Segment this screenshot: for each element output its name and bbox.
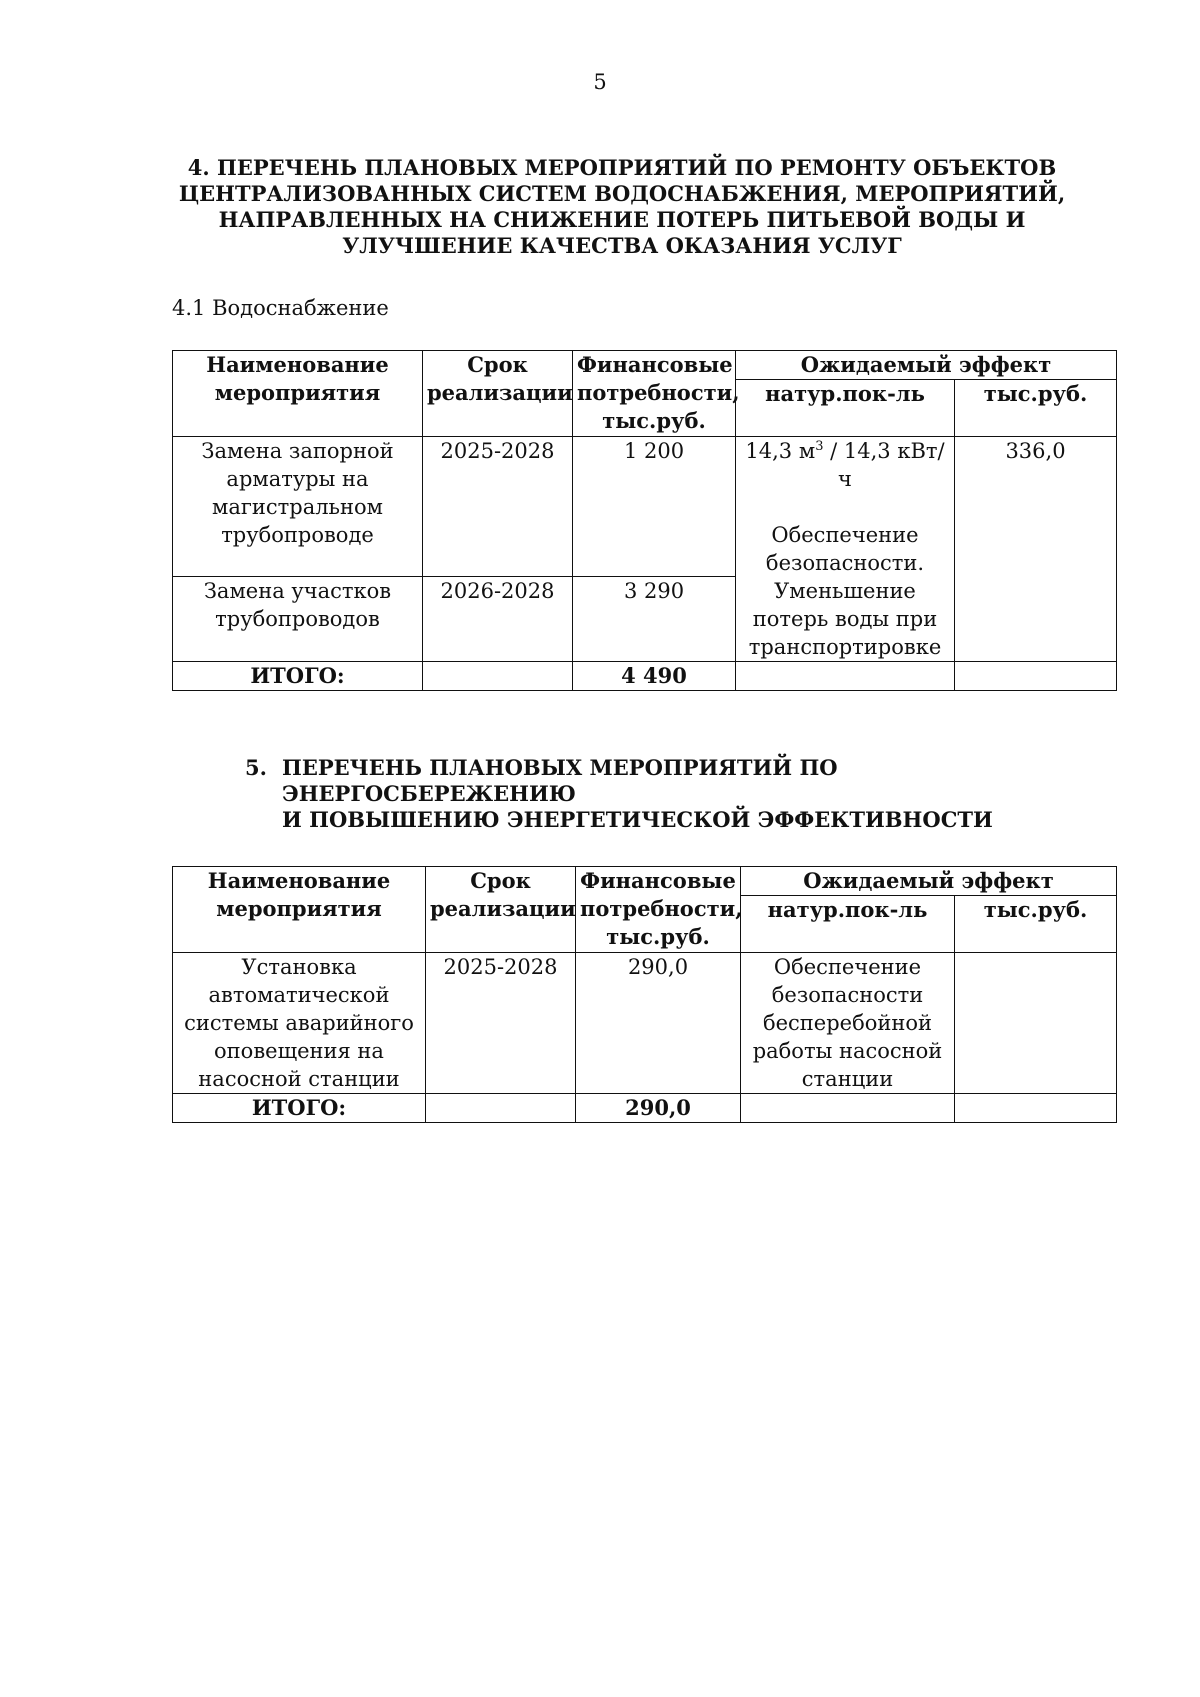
row-name-line: оповещения на bbox=[214, 1039, 384, 1063]
row-finance: 290,0 bbox=[576, 953, 741, 1094]
section-5-title-line: И ПОВЫШЕНИЮ ЭНЕРГЕТИЧЕСКОЙ ЭФФЕКТИВНОСТИ bbox=[282, 807, 993, 832]
section-5-number: 5. bbox=[245, 755, 267, 780]
header-name-line: мероприятия bbox=[214, 380, 381, 405]
header-finance bbox=[576, 867, 741, 953]
section-4-title-line: УЛУЧШЕНИЕ КАЧЕСТВА ОКАЗАНИЯ УСЛУГ bbox=[342, 233, 902, 258]
row-term: 2026-2028 bbox=[423, 577, 573, 662]
row-name-line: Замена запорной bbox=[201, 439, 394, 463]
row-effect-rub bbox=[955, 953, 1117, 1094]
row-name-line: системы аварийного bbox=[184, 1011, 414, 1035]
total-term bbox=[423, 662, 573, 691]
effect-metric-prefix: 14,3 м bbox=[745, 439, 816, 463]
effect-metric-sup: 3 bbox=[815, 439, 824, 454]
effect-text-line: станции bbox=[801, 1067, 894, 1091]
header-finance-line: тыс.руб. bbox=[606, 924, 710, 949]
header-natural: натур.пок-ль bbox=[736, 380, 955, 437]
total-term bbox=[426, 1094, 576, 1123]
effect-text-line: безопасности bbox=[771, 983, 924, 1007]
header-term bbox=[426, 867, 576, 953]
row-name-line: арматуры на bbox=[226, 467, 369, 491]
row-name bbox=[173, 577, 423, 662]
effect-text-line: потерь воды при bbox=[752, 607, 938, 631]
total-natural bbox=[741, 1094, 955, 1123]
section-4-title bbox=[172, 155, 1072, 259]
row-name bbox=[173, 953, 426, 1094]
row-effect-natural bbox=[736, 437, 955, 662]
row-name bbox=[173, 437, 423, 577]
total-natural bbox=[736, 662, 955, 691]
header-finance-line: тыс.руб. bbox=[602, 408, 706, 433]
water-supply-table bbox=[172, 350, 1117, 691]
row-name-line: насосной станции bbox=[198, 1067, 400, 1091]
row-name-line: трубопроводов bbox=[215, 607, 380, 631]
section-4-title-line: 4. ПЕРЕЧЕНЬ ПЛАНОВЫХ МЕРОПРИЯТИЙ ПО РЕМОНТУ ОБЪЕКТОВ bbox=[187, 155, 1057, 180]
row-term: 2025-2028 bbox=[423, 437, 573, 577]
effect-text-line: бесперебойной bbox=[762, 1011, 933, 1035]
header-finance bbox=[573, 351, 740, 437]
row-name-line: автоматической bbox=[208, 983, 390, 1007]
header-finance-line: Финансовые bbox=[580, 868, 736, 893]
effect-text-line: Уменьшение bbox=[774, 579, 916, 603]
section-4-title-line: ЦЕНТРАЛИЗОВАННЫХ СИСТЕМ ВОДОСНАБЖЕНИЯ, МЕРОПРИЯТИЙ, bbox=[178, 181, 1066, 206]
total-rub bbox=[955, 662, 1117, 691]
header-name-line: Наименование bbox=[206, 352, 389, 377]
total-rub bbox=[955, 1094, 1117, 1123]
header-term-line: Срок bbox=[470, 868, 531, 893]
header-effect: Ожидаемый эффект bbox=[736, 351, 1117, 380]
row-finance: 1 200 bbox=[573, 437, 736, 577]
header-rub: тыс.руб. bbox=[955, 896, 1117, 953]
subsection-title: 4.1 Водоснабжение bbox=[172, 296, 389, 320]
section-5-title-text bbox=[282, 755, 1125, 833]
header-rub: тыс.руб. bbox=[955, 380, 1117, 437]
total-row bbox=[173, 662, 1117, 691]
total-label: ИТОГО: bbox=[173, 1094, 426, 1123]
effect-metric bbox=[740, 437, 950, 493]
header-effect: Ожидаемый эффект bbox=[741, 867, 1117, 896]
effect-text-line: безопасности. bbox=[765, 551, 925, 575]
header-term-line: Срок bbox=[467, 352, 528, 377]
section-4-title-line: НАПРАВЛЕННЫХ НА СНИЖЕНИЕ ПОТЕРЬ ПИТЬЕВОЙ ВОДЫ И bbox=[218, 207, 1026, 232]
section-5-title bbox=[245, 755, 1125, 833]
header-finance-line: потребности, bbox=[580, 896, 743, 921]
table-header-row bbox=[173, 867, 1117, 896]
effect-text-line: Обеспечение bbox=[773, 955, 922, 979]
header-name bbox=[173, 351, 423, 437]
header-finance-line: Финансовые bbox=[577, 352, 733, 377]
table-header-row bbox=[173, 351, 1117, 380]
header-term bbox=[423, 351, 573, 437]
header-name-line: Наименование bbox=[207, 868, 391, 893]
total-row bbox=[173, 1094, 1117, 1123]
page-number: 5 bbox=[593, 70, 607, 94]
header-natural: натур.пок-ль bbox=[741, 896, 955, 953]
row-effect-rub: 336,0 bbox=[955, 437, 1117, 662]
effect-text-line: Обеспечение bbox=[771, 523, 919, 547]
header-name-line: мероприятия bbox=[216, 896, 382, 921]
row-term: 2025-2028 bbox=[426, 953, 576, 1094]
energy-saving-table bbox=[172, 866, 1117, 1123]
header-finance-line: потребности, bbox=[577, 380, 740, 405]
effect-metric-suffix: / 14,3 кВт/ч bbox=[823, 439, 945, 491]
total-finance: 4 490 bbox=[573, 662, 736, 691]
total-label: ИТОГО: bbox=[173, 662, 423, 691]
row-effect-natural bbox=[741, 953, 955, 1094]
effect-text-line: транспортировке bbox=[748, 635, 942, 659]
effect-text-line: работы насосной bbox=[752, 1039, 943, 1063]
row-name-line: Замена участков bbox=[203, 579, 392, 603]
row-finance: 3 290 bbox=[573, 577, 736, 662]
header-name bbox=[173, 867, 426, 953]
row-name-line: магистральном bbox=[212, 495, 383, 519]
header-term-line: реализации bbox=[430, 896, 576, 921]
table-row bbox=[173, 437, 1117, 577]
header-term-line: реализации bbox=[427, 380, 573, 405]
row-name-line: Установка bbox=[241, 955, 357, 979]
section-5-title-line: ПЕРЕЧЕНЬ ПЛАНОВЫХ МЕРОПРИЯТИЙ ПО ЭНЕРГОСБЕРЕЖЕНИЮ bbox=[282, 755, 838, 806]
total-finance: 290,0 bbox=[576, 1094, 741, 1123]
row-name-line: трубопроводе bbox=[221, 523, 374, 547]
table-row bbox=[173, 953, 1117, 1094]
